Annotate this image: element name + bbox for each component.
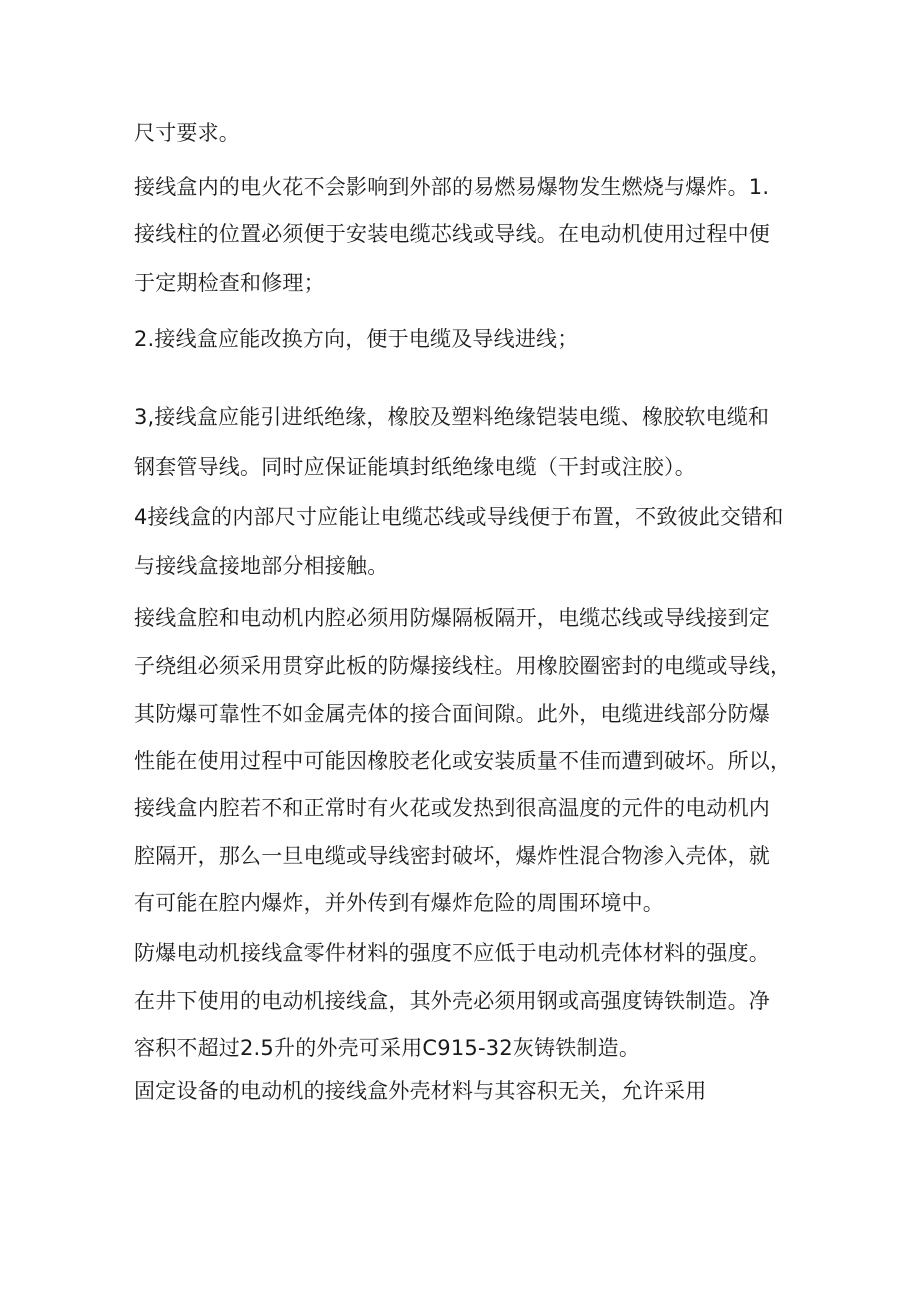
- text-line: 容积不超过2.5升的外壳可采用C915-32灰铸铁制造。: [134, 1036, 641, 1060]
- text-line: 3,接线盒应能引进纸绝缘，橡胶及塑料绝缘铠装电缆、橡胶软电缆和: [134, 405, 770, 429]
- text-line: 接线盒内腔若不和正常时有火花或发热到很高温度的元件的电动机内: [134, 796, 770, 820]
- text-line: 尺寸要求。: [134, 121, 240, 145]
- text-line: 在井下使用的电动机接线盒，其外壳必须用钢或高强度铸铁制造。净: [134, 989, 770, 1013]
- text-line: 防爆电动机接线盒零件材料的强度不应低于电动机壳体材料的强度。: [134, 941, 770, 965]
- text-line: 2.接线盒应能改换方向，便于电缆及导线进线；: [134, 327, 579, 351]
- text-line: 与接线盒接地部分相接触。: [134, 554, 389, 578]
- text-line: 有可能在腔内爆炸，并外传到有爆炸危险的周围环境中。: [134, 891, 664, 915]
- text-line: 性能在使用过程中可能因橡胶老化或安装质量不佳而遭到破坏。所以，: [134, 749, 792, 773]
- text-line: 接线盒腔和电动机内腔必须用防爆隔板隔开，电缆芯线或导线接到定: [134, 606, 770, 630]
- text-line: 其防爆可靠性不如金属壳体的接合面间隙。此外，电缆进线部分防爆: [134, 702, 770, 726]
- text-line: 接线盒内的电火花不会影响到外部的易燃易爆物发生燃烧与爆炸。1.: [134, 175, 770, 199]
- text-line: 钢套管导线。同时应保证能填封纸绝缘电缆（干封或注胶）。: [134, 455, 696, 479]
- text-line: 腔隔开，那么一旦电缆或导线密封破坏，爆炸性混合物渗入壳体，就: [134, 844, 770, 868]
- text-line: 固定设备的电动机的接线盒外壳材料与其容积无关，允许采用: [134, 1079, 707, 1103]
- text-line: 接线柱的位置必须便于安装电缆芯线或导线。在电动机使用过程中便: [134, 222, 770, 246]
- text-line: 于定期检查和修理；: [134, 271, 325, 295]
- text-line: 子绕组必须采用贯穿此板的防爆接线柱。用橡胶圈密封的电缆或导线，: [134, 654, 792, 678]
- text-line: 4接线盒的内部尺寸应能让电缆芯线或导线便于布置，不致彼此交错和: [134, 505, 784, 529]
